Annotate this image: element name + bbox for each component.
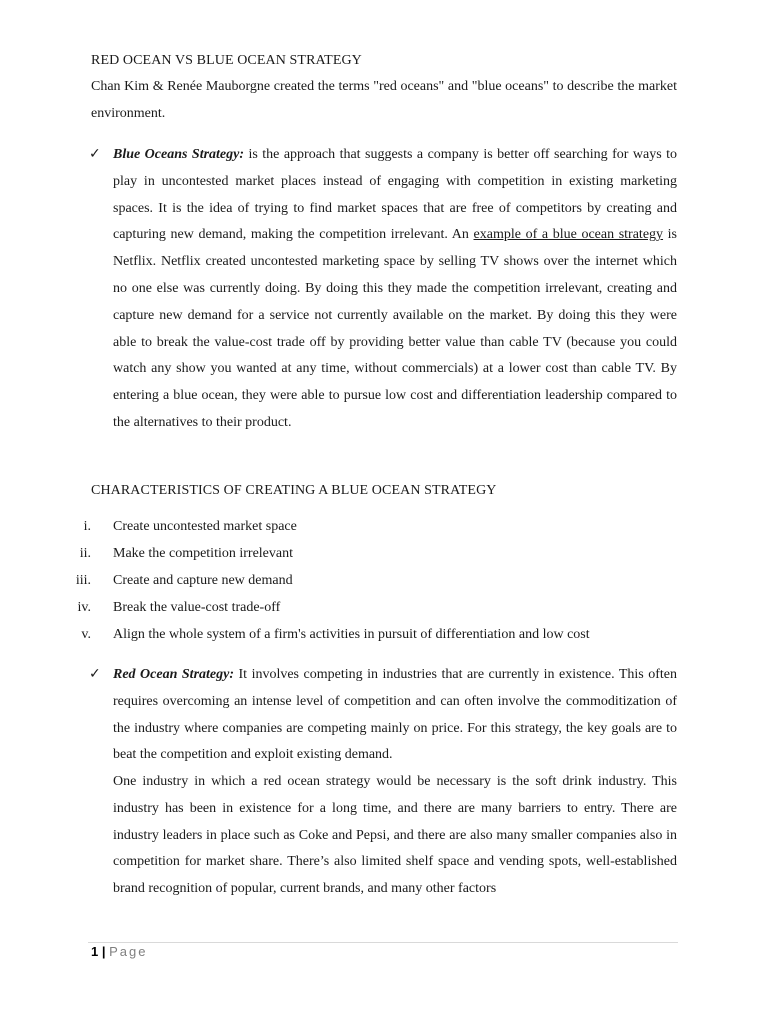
document-title: RED OCEAN VS BLUE OCEAN STRATEGY [91,53,362,68]
list-item-number: iv. [77,600,91,615]
blue-ocean-text-1: is the approach that suggests a company is better off searching for ways to play in uncontested market places instead of engaging with competition in existing marketing spaces. It is the idea of trying to find market spaces that are free of competitors by creating and capturing new demand, making the competition irrelevant. An [113,147,677,243]
red-ocean-paragraph [113,662,677,769]
list-item: Break the value-cost trade-off [113,600,281,615]
list-item-number: i. [83,519,91,534]
blue-ocean-text-2: is Netflix. Netflix created uncontested marketing space by selling TV shows over the internet which no one else was currently doing. By doing this they made the competition irrelevant, creating and capture new demand for a service not currently available on the market. By doing this they were able to break the value-cost trade off by providing better value than cable TV (because you could watch any show you wanted at any time, without commercials) at a lower cost than cable TV. By entering a blue ocean, they were able to pursue low cost and differentiation leadership compared to the alternatives to their product. [113,227,677,430]
check-mark-icon: ✓ [89,146,101,162]
blue-ocean-link[interactable]: example of a blue ocean strategy [473,227,664,243]
check-mark-icon: ✓ [89,666,101,682]
intro-paragraph: Chan Kim & Renée Mauborgne created the terms "red oceans" and "blue oceans" to describe the market environment. [91,79,677,121]
list-item: Make the competition irrelevant [113,546,293,561]
blue-ocean-label: Blue Oceans Strategy: [113,147,245,162]
characteristics-heading: CHARACTERISTICS OF CREATING A BLUE OCEAN STRATEGY [91,483,497,498]
list-item-number: v. [81,627,91,642]
soft-drink-paragraph: One industry in which a red ocean strategy would be necessary is the soft drink industry. This industry has been in existence for a long time, and there are many barriers to entry. There are industry leaders in place such as Coke and Pepsi, and there are also many smaller companies also in competition for market share. There’s also limited shelf space and vending spots, well-established brand recognition of popular, current brands, and many other factors [113,774,677,897]
red-ocean-label: Red Ocean Strategy: [113,667,234,682]
page-word: Page [109,944,148,959]
footer-separator: | [101,944,106,959]
list-item: Create uncontested market space [113,519,297,534]
list-item-number: ii. [79,546,91,561]
blue-ocean-paragraph [113,142,677,437]
footer-divider [88,942,678,943]
page-number: 1 [91,944,99,959]
red-ocean-text: It involves competing in industries that are currently in existence. This often requires overcoming an intense level of competition and can often involve the commoditization of the industry where companies are competing mainly on price. For this strategy, the key goals are to beat the competition and exploit existing demand. [113,667,677,763]
list-item-number: iii. [75,573,91,588]
list-item: Align the whole system of a firm's activities in pursuit of differentiation and low cost [113,627,590,642]
list-item: Create and capture new demand [113,573,293,588]
page-footer [91,944,148,959]
